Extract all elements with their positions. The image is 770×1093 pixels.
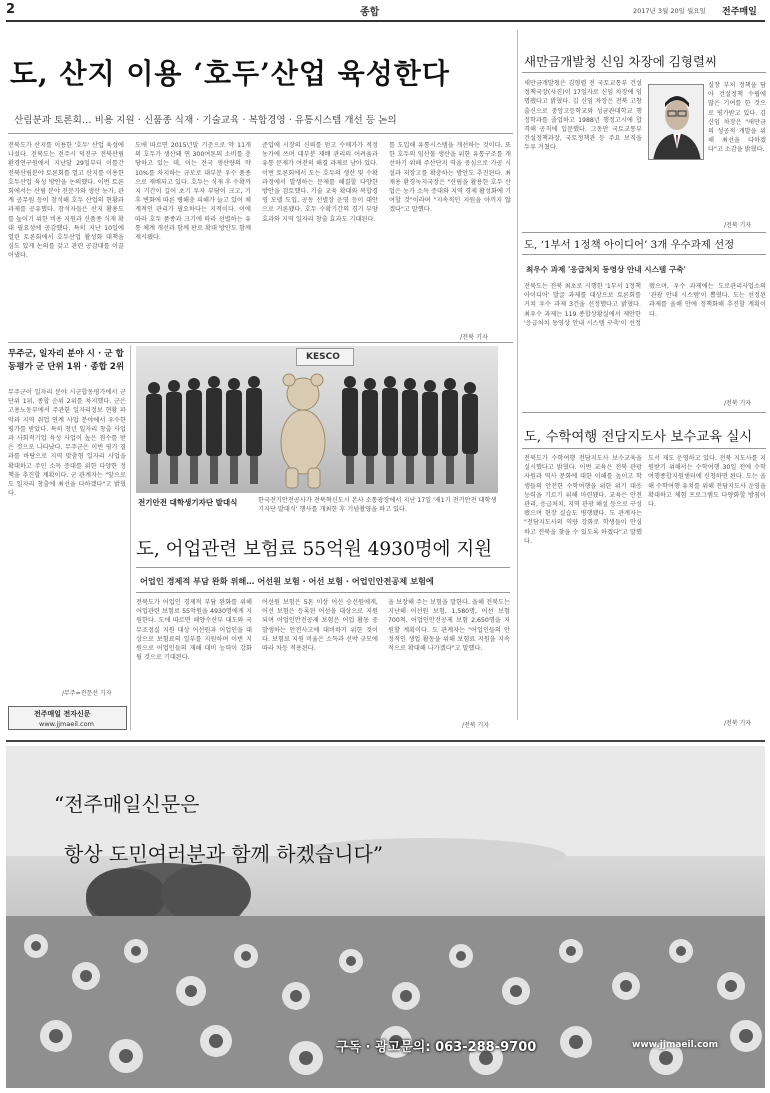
right-top-body: 새만금개발청은 김형렬 전 국토교통부 건설정책국장(사진)이 17일자로 신임 차장에 임명됐다고 밝혔다. 김 신임 차장은 전북 고창 출신으로 중앙고등학교와 성균관대학교 행정학과를 졸업하고 1988년 행정고시에 합격해 공직에 입문했다. 그동안 국토교통부 건설정책과장, 국토정책관 등 주요 보직을 두루 거쳤다. (524, 80, 642, 152)
group-people (136, 346, 498, 493)
right-bottom-byline: /전북 기자 (724, 720, 752, 727)
ad-slogan-line-2: 항상 도민여러분과 함께 하겠습니다” (64, 842, 384, 866)
main-byline: /전북 기자 (460, 334, 488, 341)
ad-top-rule (6, 740, 765, 742)
right-mid-body: 전북도는 전북 최초로 시행한 '1부서 1정책 아이디어' 발굴 과제를 대상으로 토론회를 거쳐 우수 과제 3건을 선정했다고 밝혔다. 최우수 과제는 119 종합상황실에서 제안한 '응급처치 동영상 안내 시스템 구축'이 선정됐으며, 우수 과제에는 도로관리사업소의 '관광 안내 시스템'이 뽑혔다. 도는 선정된 과제를 올해 안에 정책화해 추진할 계획이다. (524, 283, 766, 327)
page-number: 2 (6, 2, 16, 17)
right-top-rule (522, 72, 766, 73)
main-subhead-rule (8, 133, 513, 134)
photo-caption-text: 한국전기안전공사가 전북혁신도시 본사 소통광장에서 지난 17일 '제1기 전기안전 대학생기자단 발대식' 행사를 개최한 후 기념촬영을 하고 있다. (258, 497, 497, 513)
header (0, 0, 770, 20)
main-col-1: 전북도가 산지를 이용한 '호두' 산업 육성에 나섰다. 전북도는 전주시 덕진구 전북산림환경연구원에서 지난달 29일부터 이틀간 전북산림분야 토론회를 열고 산지를 이용한 호두산업 육성 방안을 논의했다. 이번 토론회에서는 산림 분야 전문가와 생산 농가, 관계 공무원 등이 참석해 호두 산업의 현황과 과제를 공유했다. 참석자들은 산지 활용도를 높이기 위한 비용 지원과 신품종 식재 확대 필요성에 공감했다. 특히 지난 10일에 열린 토론회에서 호두산업 활성화 대책을 심도 있게 논의를 갖고 관련 공감대를 이끌어냈다. (8, 142, 124, 260)
left-body: 무주군이 일자리 분야 시군합동평가에서 군 단위 1위, 종합 순위 2위를 차지했다. 군은 고용노동부에서 주관한 일자리정보 현황 파악과 지역 취업 연계 사업 분야에서 우수한 평가를 받았다. 특히 청년 일자리 창출 사업과 사회적기업 육성 사업이 높은 점수를 받은 것으로 나타났다. 무주군은 이번 평가 결과를 바탕으로 지역 맞춤형 일자리 사업을 확대하고 주민 소득 증대를 위한 다양한 정책을 추진할 계획이다. 군 관계자는 "앞으로도 일자리 창출에 최선을 다하겠다"고 밝혔다. (8, 389, 126, 498)
insurance-col-3: 을 보장해 주는 보험을 말한다. 올해 전북도는 지난해 어선원 보험, 1,580명, 어선 보험 700척, 어업인안전공제 보험 2,650명을 지원할 계획이다. 도 관계자는 "어업인들의 안정적인 생업 활동을 위해 보험료 지원을 지속적으로 확대해 나가겠다"고 말했다. (388, 599, 510, 653)
insurance-col-1: 전북도가 어업인 경제적 부담 완화를 위해 어업관련 보험료 55억원을 4930명에게 지원한다. 도에 따르면 해양수산부 대도와 국무조정실 지원 대상 어선원과 어업인을 대상으로 보험료의 일부를 지원하며 이번 지원으로 어업인들의 재해 대비 능력이 강화될 것으로 기대된다. (136, 599, 252, 662)
insurance-byline: /전북 기자 (462, 722, 490, 729)
e-paper-url[interactable]: www.jjmaeil.com (39, 720, 94, 728)
left-byline: /무주=전문선 기자 (62, 690, 112, 697)
photo-caption-title: 전기안전 대학생기자단 발대식 (138, 498, 238, 507)
right-mid-subhead: 최우수 과제 '응급처치 동영상 안내 시스템 구축' (526, 265, 686, 274)
right-bottom-body-2: 도서 재도 운영하고 있다. 전북 지도사를 지원받기 위해서는 수학여행 30일 전에 수학여행종합지원센터에 신청하면 된다. 도는 올해 수학여행 유치를 위해 전담지도사 운영을 확대하고 체험 프로그램도 다양화할 방침이다. (648, 455, 766, 509)
section-label: 종합 (360, 7, 380, 18)
portrait-figure (649, 85, 704, 160)
ad-url[interactable]: www.jjmaeil.com (632, 1040, 718, 1050)
right-bottom-headline: 도, 수학여행 전담지도사 보수교육 실시 (524, 430, 753, 445)
main-col-3: 준입에 시장의 신뢰를 얻고 수매가가 적정 농가에 쓰며 대부분 재배 관리의 어려움과 유통 문제가 여전히 해결 과제로 남아 있다. 이번 토론회에서 도는 호두의 생산 및 수확 과정에서 발생하는 문제를 해결할 다양한 방안을 검토했다. 기술 교육 확대와 복합경영 모델 도입, 공동 선별장 운영 등이 대안으로 거론됐다. 호두 수확기간의 경기 부양 효과와 지역 일자리 창출 효과도 기대된다. (262, 142, 378, 223)
left-headline: 무주군, 일자리 분야 시 · 군 합동평가 군 단위 1위 · 종합 2위 (8, 349, 125, 372)
main-subhead: 산림분과 토론회… 비용 지원 · 신품종 식재 · 기술교육 · 복합경영 · 유통시스템 개선 등 논의 (14, 115, 397, 126)
insurance-headline: 도, 어업관련 보험료 55억원 4930명에 지원 (136, 539, 493, 560)
insurance-subhead-rule (136, 592, 510, 593)
insurance-head-rule (136, 567, 510, 568)
main-bottom-rule (8, 342, 513, 343)
sunflower-ad[interactable] (6, 746, 765, 1088)
right-mid-byline: /전북 기자 (724, 400, 752, 407)
column-divider (517, 30, 518, 720)
insurance-subhead: 어업인 경제적 부담 완화 위해… 어선원 보험 · 어선 보험 · 어업인안전공제 보험에 (140, 576, 434, 586)
paper-name: 전주매일 (722, 7, 757, 17)
portrait-photo (648, 84, 704, 160)
left-col-divider (130, 345, 131, 730)
kesco-photo (136, 346, 498, 493)
right-mid-rule (522, 254, 766, 255)
ad-slogan-line-1: “전주매일신문은 (54, 792, 200, 816)
main-col-4: 를 도입해 유통시스템을 개선하는 것이다. 또한 호두의 임산물 생산을 위한 유통구조를 개선하기 위해 주산단지 역을 중심으로 가공 시설과 저장고를 확충하는 방안도 추진된다. 최재용 환경녹지국장은 "산림을 활용한 호두 산업은 농가 소득 증대와 지역 경제 활성화에 기여할 것"이라며 "지속적인 지원을 아끼지 않겠다"고 말했다. (389, 142, 511, 214)
e-paper-ad[interactable] (8, 706, 127, 730)
right-bottom-top-rule (522, 412, 766, 413)
right-top-headline: 새만금개발청 신임 차장에 김형렬씨 (524, 54, 718, 69)
kesco-logo-text: KESCO (306, 352, 340, 362)
right-top-byline: /전북 기자 (724, 222, 752, 229)
right-mid-top-rule (522, 232, 766, 233)
right-bottom-rule (522, 448, 766, 449)
main-col-2: 도에 따르면 2015년말 기준으로 약 11개의 호두가 생산돼 연 300여톤의 소비를 충당하고 있는 데, 이는 전국 생산량의 약 10%를 차지하는 규모로 대부분 우수 품종으로 재배되고 있다. 호두는 식재 후 수확까지 기간이 길어 초기 투자 부담이 크고, 기후 변화에 따른 병해충 피해가 늘고 있어 체계적인 관리가 필요하다는 지적이다. 이에 따라 호두 품종과 크기에 따라 선별하는 유통 체계 개선과 함께 판로 확대 방안도 함께 제시됐다. (135, 142, 251, 242)
e-paper-name: 전주매일 전자신문 (34, 710, 91, 718)
right-top-body-2: 실장 부처 정책을 담아 건설정책 수립에 많은 기여를 한 것으로 평가받고 있다. 김 신임 차장은 "새만금의 성공적 개발을 위해 최선을 다하겠다"고 소감을 밝혔다. (708, 82, 766, 154)
insurance-col-2: 어선원 보험은 5톤 이상 어선 승선원에게, 어선 보험은 등록된 어선을 대상으로 지원되며 어업인안전공제 보험은 어업 활동 중 발생하는 안전사고에 대비하기 위한 것이다. 보험료 지원 비율은 소득과 선박 규모에 따라 차등 적용된다. (262, 599, 378, 653)
issue-date: 2017년 3월 20일 월요일 (633, 7, 706, 15)
main-headline: 도, 산지 이용 ‘호두’산업 육성한다 (10, 57, 450, 90)
header-rule (6, 20, 765, 22)
right-bottom-body: 전북도가 수학여행 전담지도사 보수교육을 실시했다고 밝혔다. 이번 교육은 전북 관광 자원과 역사 문화에 대한 이해를 높이고 학생들의 안전한 수학여행을 위한 위기 대응 능력을 기르기 위해 마련됐다. 교육은 안전 관리, 응급처치, 지역 관광 해설 등으로 구성됐으며 현장 실습도 병행됐다. 도 관계자는 "전담지도사의 역량 강화로 학생들이 안심하고 전북을 찾을 수 있도록 하겠다"고 말했다. (524, 455, 642, 545)
ad-contact[interactable]: 구독 · 광고문의: 063-288-9700 (336, 1040, 537, 1055)
right-mid-headline: 도, ‘1부서 1정책 아이디어’ 3개 우수과제 선정 (524, 239, 735, 251)
